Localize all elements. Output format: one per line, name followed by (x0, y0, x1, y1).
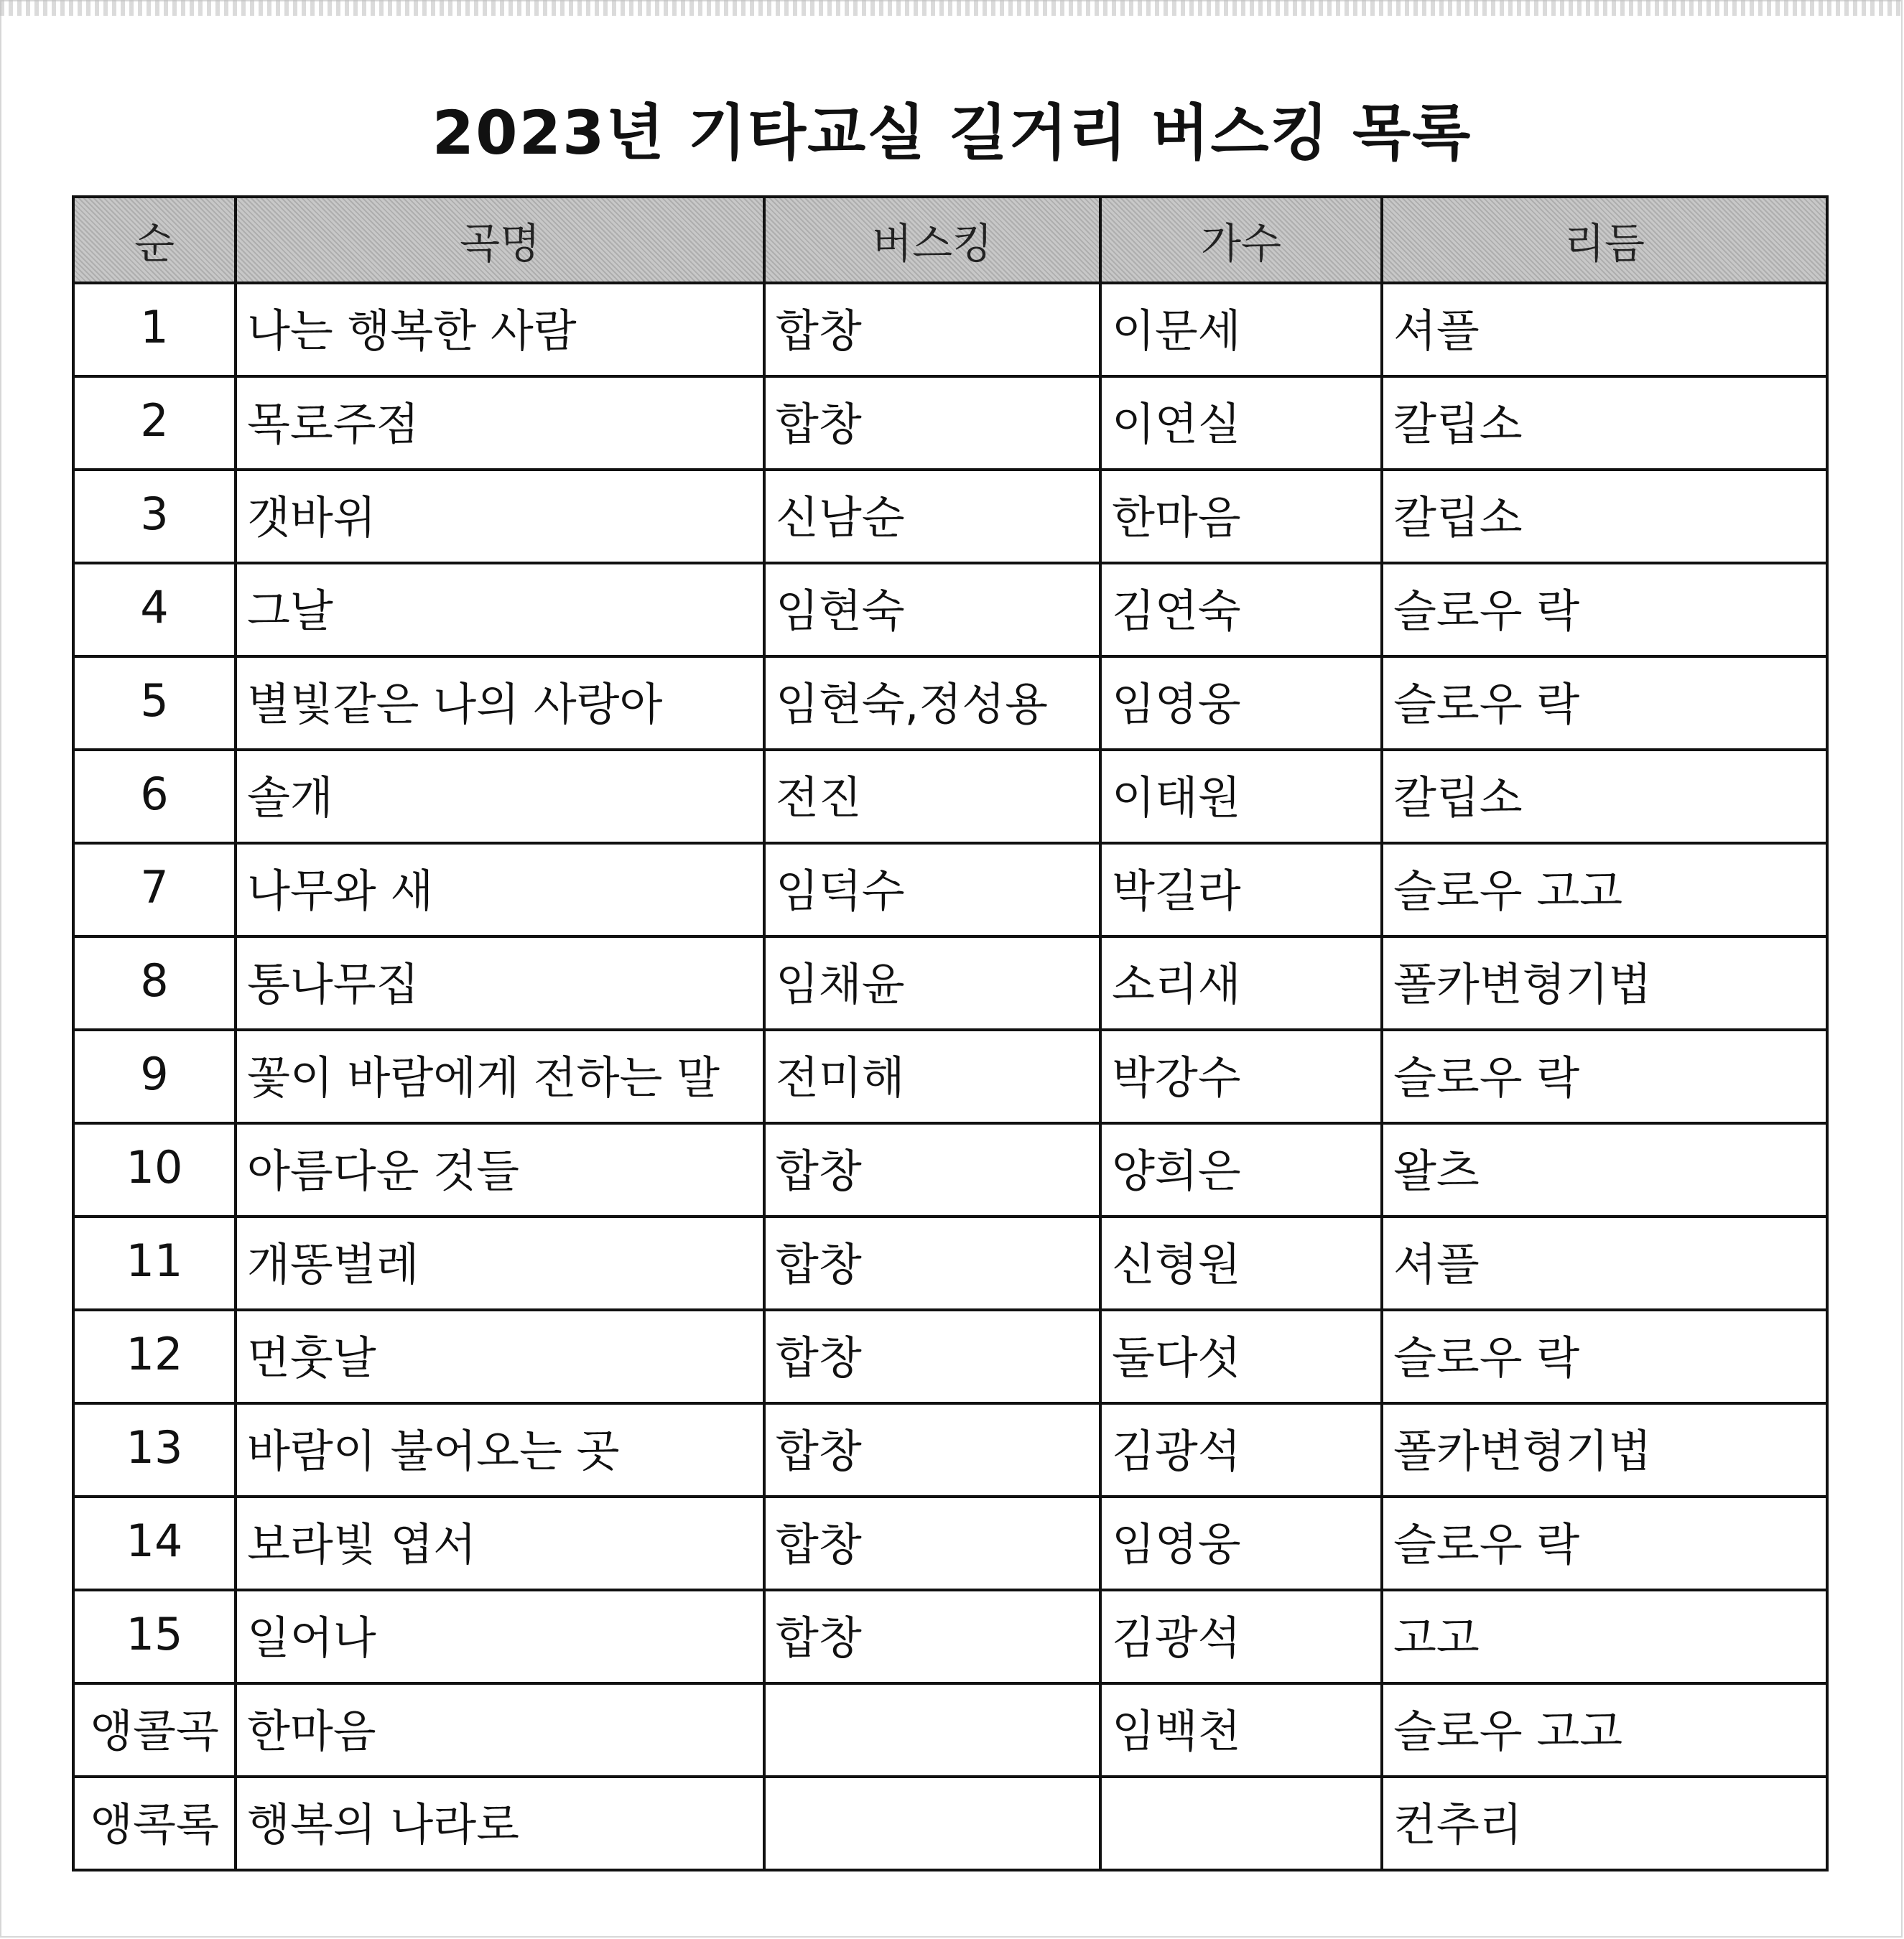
rhythm-cell: 셔플 (1382, 1217, 1827, 1310)
busking-performer-cell: 임덕수 (764, 843, 1100, 936)
table-row (73, 1030, 1827, 1123)
rhythm-cell: 슬로우 락 (1382, 1497, 1827, 1590)
row-number-cell: 13 (73, 1403, 236, 1497)
table-row (73, 936, 1827, 1030)
original-singer-cell: 소리새 (1100, 936, 1382, 1030)
busking-performer-cell: 합창 (764, 1310, 1100, 1403)
busking-performer-cell: 신남순 (764, 470, 1100, 563)
song-title-cell: 행복의 나라로 (236, 1777, 764, 1870)
busking-performer-cell (764, 1683, 1100, 1777)
original-singer-cell: 이태원 (1100, 750, 1382, 843)
rhythm-cell: 슬로우 락 (1382, 656, 1827, 750)
busking-performer-cell: 임현숙,정성용 (764, 656, 1100, 750)
table-row (73, 1403, 1827, 1497)
header-singer: 가수 (1100, 197, 1382, 283)
table-row (73, 470, 1827, 563)
table-row (73, 1310, 1827, 1403)
original-singer-cell: 김광석 (1100, 1403, 1382, 1497)
original-singer-cell: 이연실 (1100, 376, 1382, 470)
perforated-edge (0, 0, 1904, 16)
rhythm-cell: 슬로우 락 (1382, 1310, 1827, 1403)
original-singer-cell: 김광석 (1100, 1590, 1382, 1683)
rhythm-cell: 슬로우 고고 (1382, 1683, 1827, 1777)
table-row (73, 656, 1827, 750)
document-title: 2023년 기타교실 길거리 버스킹 목록 (432, 98, 1472, 168)
original-singer-cell: 둘다섯 (1100, 1310, 1382, 1403)
row-number-cell: 7 (73, 843, 236, 936)
row-number-cell: 3 (73, 470, 236, 563)
header-no: 순 (73, 197, 236, 283)
rhythm-cell: 칼립소 (1382, 750, 1827, 843)
song-title-cell: 보라빛 엽서 (236, 1497, 764, 1590)
row-number-cell: 10 (73, 1123, 236, 1217)
song-title-cell: 개똥벌레 (236, 1217, 764, 1310)
table-row (73, 1217, 1827, 1310)
busking-performer-cell: 합창 (764, 1403, 1100, 1497)
table-row (73, 750, 1827, 843)
rhythm-cell: 슬로우 락 (1382, 1030, 1827, 1123)
original-singer-cell: 임영웅 (1100, 1497, 1382, 1590)
busking-song-table (72, 195, 1829, 1871)
original-singer-cell (1100, 1777, 1382, 1870)
original-singer-cell: 양희은 (1100, 1123, 1382, 1217)
original-singer-cell: 이문세 (1100, 283, 1382, 376)
row-number-cell: 14 (73, 1497, 236, 1590)
rhythm-cell: 칼립소 (1382, 470, 1827, 563)
table-body (73, 283, 1827, 1870)
song-title-cell: 별빛같은 나의 사랑아 (236, 656, 764, 750)
song-title-cell: 한마음 (236, 1683, 764, 1777)
table-row (73, 563, 1827, 656)
busking-performer-cell (764, 1777, 1100, 1870)
table-row (73, 1123, 1827, 1217)
busking-performer-cell: 합창 (764, 1497, 1100, 1590)
original-singer-cell: 임백천 (1100, 1683, 1382, 1777)
busking-performer-cell: 임채윤 (764, 936, 1100, 1030)
busking-performer-cell: 합창 (764, 283, 1100, 376)
rhythm-cell: 슬로우 고고 (1382, 843, 1827, 936)
busking-performer-cell: 합창 (764, 1590, 1100, 1683)
busking-performer-cell: 전미해 (764, 1030, 1100, 1123)
rhythm-cell: 폴카변형기법 (1382, 1403, 1827, 1497)
table-row (73, 843, 1827, 936)
table-row (73, 376, 1827, 470)
table-row (73, 1497, 1827, 1590)
busking-performer-cell: 합창 (764, 376, 1100, 470)
rhythm-cell: 컨추리 (1382, 1777, 1827, 1870)
rhythm-cell: 고고 (1382, 1590, 1827, 1683)
song-title-cell: 나는 행복한 사람 (236, 283, 764, 376)
song-title-cell: 솔개 (236, 750, 764, 843)
table-row (73, 1777, 1827, 1870)
song-title-cell: 바람이 불어오는 곳 (236, 1403, 764, 1497)
row-number-cell: 15 (73, 1590, 236, 1683)
table-row (73, 1683, 1827, 1777)
row-number-cell: 앵콕록 (73, 1777, 236, 1870)
row-number-cell: 12 (73, 1310, 236, 1403)
song-title-cell: 갯바위 (236, 470, 764, 563)
original-singer-cell: 신형원 (1100, 1217, 1382, 1310)
busking-performer-cell: 전진 (764, 750, 1100, 843)
song-title-cell: 나무와 새 (236, 843, 764, 936)
row-number-cell: 11 (73, 1217, 236, 1310)
song-title-cell: 꽃이 바람에게 전하는 말 (236, 1030, 764, 1123)
row-number-cell: 6 (73, 750, 236, 843)
original-singer-cell: 한마음 (1100, 470, 1382, 563)
header-busking: 버스킹 (764, 197, 1100, 283)
table-header (73, 197, 1827, 283)
rhythm-cell: 칼립소 (1382, 376, 1827, 470)
row-number-cell: 5 (73, 656, 236, 750)
busking-performer-cell: 임현숙 (764, 563, 1100, 656)
row-number-cell: 9 (73, 1030, 236, 1123)
rhythm-cell: 셔플 (1382, 283, 1827, 376)
song-title-cell: 통나무집 (236, 936, 764, 1030)
rhythm-cell: 슬로우 락 (1382, 563, 1827, 656)
rhythm-cell: 폴카변형기법 (1382, 936, 1827, 1030)
song-title-cell: 일어나 (236, 1590, 764, 1683)
header-rhythm: 리듬 (1382, 197, 1827, 283)
original-singer-cell: 김연숙 (1100, 563, 1382, 656)
song-title-cell: 먼훗날 (236, 1310, 764, 1403)
table-row (73, 1590, 1827, 1683)
row-number-cell: 4 (73, 563, 236, 656)
original-singer-cell: 임영웅 (1100, 656, 1382, 750)
busking-performer-cell: 합창 (764, 1217, 1100, 1310)
header-song-title: 곡명 (236, 197, 764, 283)
row-number-cell: 1 (73, 283, 236, 376)
row-number-cell: 2 (73, 376, 236, 470)
original-singer-cell: 박길라 (1100, 843, 1382, 936)
table-row (73, 283, 1827, 376)
row-number-cell: 8 (73, 936, 236, 1030)
rhythm-cell: 왈츠 (1382, 1123, 1827, 1217)
song-title-cell: 아름다운 것들 (236, 1123, 764, 1217)
busking-performer-cell: 합창 (764, 1123, 1100, 1217)
row-number-cell: 앵콜곡 (73, 1683, 236, 1777)
song-title-cell: 목로주점 (236, 376, 764, 470)
original-singer-cell: 박강수 (1100, 1030, 1382, 1123)
song-title-cell: 그날 (236, 563, 764, 656)
header-row (73, 197, 1827, 283)
